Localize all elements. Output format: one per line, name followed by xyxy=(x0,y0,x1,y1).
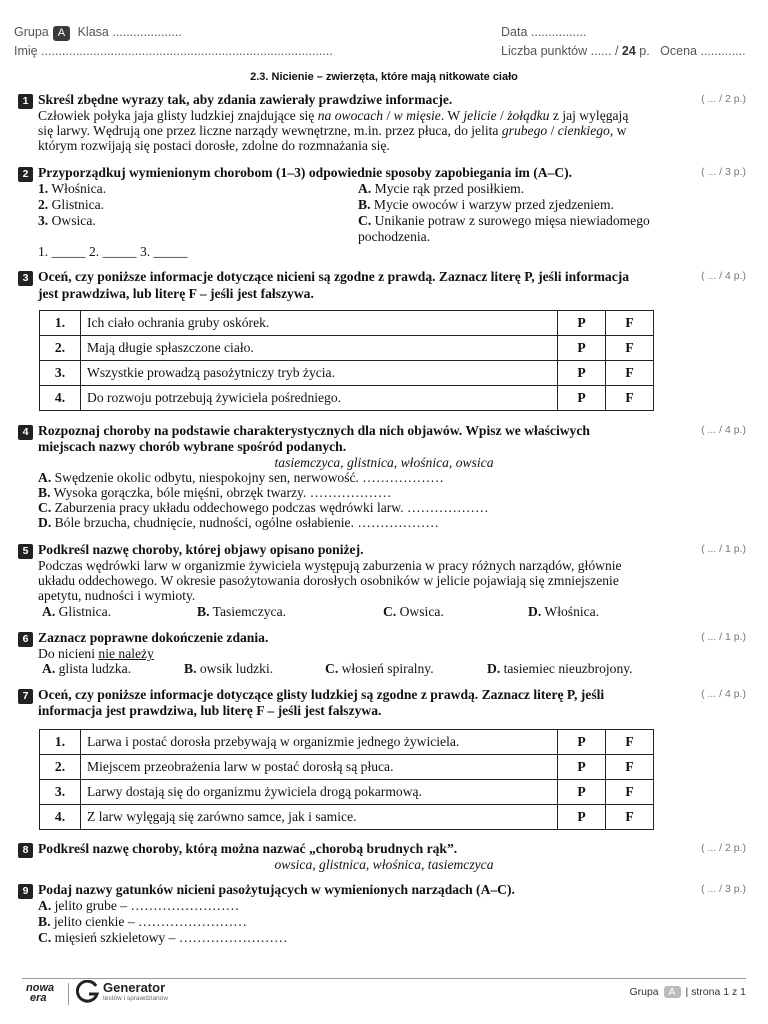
sentence-stem: Do nicieni nie należy xyxy=(38,646,154,661)
true-option[interactable]: P xyxy=(558,805,606,830)
table-row: 4. Z larw wylęgają się zarówno samce, jak i samice. P F xyxy=(40,805,654,830)
points-field: Liczba punktów ...... / 24 p. Ocena ............. xyxy=(501,44,746,58)
text-line: apetytu, nudności i wymioty. xyxy=(38,588,196,603)
symptom-item[interactable]: D. Bóle brzucha, chudnięcie, nudności, ogólne osłabienie. ……………… xyxy=(38,515,439,530)
question-number: 8 xyxy=(18,843,33,858)
true-false-table xyxy=(39,729,654,830)
nowa-era-logo: nowa era xyxy=(26,982,55,1004)
symptom-item[interactable]: C. Zaburzenia pracy układu oddechowego podczas wędrówki larw. ……………… xyxy=(38,500,489,515)
question-points: ( ... / 4 p.) xyxy=(701,424,746,436)
true-option[interactable]: P xyxy=(558,361,606,386)
true-option[interactable]: P xyxy=(558,386,606,411)
question-number: 5 xyxy=(18,544,33,559)
true-option[interactable]: P xyxy=(558,336,606,361)
question-text: Oceń, czy poniższe informacje dotyczące glisty ludzkiej są zgodne z prawdą. Zaznacz literę P, jeśli xyxy=(38,687,605,702)
question-number: 2 xyxy=(18,167,33,182)
false-option[interactable]: F xyxy=(606,730,654,755)
date-field: Data ................ xyxy=(501,25,587,39)
group-badge: A xyxy=(53,26,70,41)
prevention-item: A. Mycie rąk przed posiłkiem. xyxy=(358,181,525,196)
group-field: Grupa A Klasa .................... xyxy=(14,25,182,39)
false-option[interactable]: F xyxy=(606,311,654,336)
page-title: 2.3. Nicienie – zwierzęta, które mają nitkowate ciało xyxy=(250,71,518,83)
false-option[interactable]: F xyxy=(606,336,654,361)
answer-option[interactable]: B. Tasiemczyca. xyxy=(197,604,287,619)
question-number: 4 xyxy=(18,425,33,440)
true-false-table xyxy=(39,310,654,411)
word-bank: tasiemczyca, glistnica, włośnica, owsica xyxy=(274,455,494,470)
text-line: którym rozwijają się postaci dorosłe, zdolne do rozmnażania się. xyxy=(38,138,390,153)
answer-option[interactable]: D. Włośnica. xyxy=(528,604,600,619)
organ-item[interactable]: C. mięsień szkieletowy – …………………… xyxy=(38,930,288,945)
class-field: Klasa .................... xyxy=(77,25,182,39)
question-number: 1 xyxy=(18,94,33,109)
false-option[interactable]: F xyxy=(606,805,654,830)
disease-item: 1. Włośnica. xyxy=(38,181,107,196)
question-text: miejscach nazwy chorób wybrane spośród podanych. xyxy=(38,439,347,454)
question-text: informacja jest prawdziwa, lub literę F – jeśli jest fałszywa. xyxy=(38,703,382,718)
symptom-item[interactable]: A. Swędzenie okolic odbytu, niespokojny sen, nerwowość. ……………… xyxy=(38,470,444,485)
name-field: Imię .................................................................................... xyxy=(14,44,333,58)
table-row: 1. Ich ciało ochrania gruby oskórek. P F xyxy=(40,311,654,336)
table-row: 2. Miejscem przeobrażenia larw w postać dorosłą są płuca. P F xyxy=(40,755,654,780)
question-text: Przyporządkuj wymienionym chorobom (1–3) odpowiednie sposoby zapobiegania im (A–C). xyxy=(38,165,573,180)
text-line: Człowiek połyka jaja glisty ludzkiej znajdujące się na owocach / w mięsie. W jelicie / żołądku z jaj wylęgają xyxy=(38,108,629,123)
disease-item: 3. Owsica. xyxy=(38,213,96,228)
answer-option[interactable]: A. glista ludzka. xyxy=(42,661,132,676)
text-line: Podczas wędrówki larw w organizmie żywiciela występują zaburzenia w pracy różnych narządów, głównie xyxy=(38,558,622,573)
answer-option[interactable]: D. tasiemiec nieuzbrojony. xyxy=(487,661,633,676)
text-line: układu oddechowego. W okresie pasożytowania dorosłych osobników w jelicie pojawiają się zmniejszenie xyxy=(38,573,619,588)
answer-option[interactable]: C. włosień spiralny. xyxy=(325,661,434,676)
footer-group-badge: A xyxy=(664,986,681,998)
question-text: Podaj nazwy gatunków nicieni pasożytujących w wymienionych narządach (A–C). xyxy=(38,882,515,897)
table-row: 4. Do rozwoju potrzebują żywiciela pośredniego. P F xyxy=(40,386,654,411)
table-row: 3. Wszystkie prowadzą pasożytniczy tryb życia. P F xyxy=(40,361,654,386)
question-points: ( ... / 3 p.) xyxy=(701,166,746,178)
question-points: ( ... / 1 p.) xyxy=(701,631,746,643)
question-points: ( ... / 2 p.) xyxy=(701,93,746,105)
answer-option[interactable]: B. owsik ludzki. xyxy=(184,661,274,676)
footer-divider xyxy=(22,978,746,979)
question-number: 6 xyxy=(18,632,33,647)
question-points: ( ... / 3 p.) xyxy=(701,883,746,895)
question-number: 7 xyxy=(18,689,33,704)
question-text: Podkreśl nazwę choroby, której objawy opisano poniżej. xyxy=(38,542,364,557)
prevention-item-cont: pochodzenia. xyxy=(358,229,431,244)
footer-separator xyxy=(68,983,69,1005)
organ-item[interactable]: A. jelito grube – …………………… xyxy=(38,898,240,913)
question-points: ( ... / 1 p.) xyxy=(701,543,746,555)
true-option[interactable]: P xyxy=(558,730,606,755)
question-text: Zaznacz poprawne dokończenie zdania. xyxy=(38,630,269,645)
true-option[interactable]: P xyxy=(558,780,606,805)
false-option[interactable]: F xyxy=(606,780,654,805)
table-row: 1. Larwa i postać dorosła przebywają w organizmie jednego żywiciela. P F xyxy=(40,730,654,755)
symptom-item[interactable]: B. Wysoka gorączka, bóle mięśni, obrzęk twarzy. ……………… xyxy=(38,485,392,500)
question-number: 9 xyxy=(18,884,33,899)
text-line: się larwy. Wędrują one przez liczne narządy wewnętrzne, m.in. przez płuca, do jelita grubego / cienkiego, w xyxy=(38,123,627,138)
question-points: ( ... / 2 p.) xyxy=(701,842,746,854)
answer-option[interactable]: A. Glistnica. xyxy=(42,604,112,619)
false-option[interactable]: F xyxy=(606,386,654,411)
false-option[interactable]: F xyxy=(606,361,654,386)
question-text: Podkreśl nazwę choroby, którą można nazwać „chorobą brudnych rąk”. xyxy=(38,841,458,856)
question-points: ( ... / 4 p.) xyxy=(701,270,746,282)
question-text: jest prawdziwa, lub literę F – jeśli jest fałszywa. xyxy=(38,286,314,301)
word-bank[interactable]: owsica, glistnica, włośnica, tasiemczyca xyxy=(274,857,494,872)
disease-item: 2. Glistnica. xyxy=(38,197,105,212)
true-option[interactable]: P xyxy=(558,755,606,780)
footer-page-info: Grupa A | strona 1 z 1 xyxy=(629,986,746,998)
false-option[interactable]: F xyxy=(606,755,654,780)
prevention-item: B. Mycie owoców i warzyw przed zjedzeniem. xyxy=(358,197,614,212)
question-text: Rozpoznaj choroby na podstawie charakterystycznych dla nich objawów. Wpisz we właściwych xyxy=(38,423,590,438)
generator-icon xyxy=(76,980,100,1004)
prevention-item: C. Unikanie potraw z surowego mięsa niewiadomego xyxy=(358,213,650,228)
table-row: 3. Larwy dostają się do organizmu żywiciela drogą pokarmową. P F xyxy=(40,780,654,805)
grade-field: Ocena ............. xyxy=(660,44,746,58)
question-points: ( ... / 4 p.) xyxy=(701,688,746,700)
answer-option[interactable]: C. Owsica. xyxy=(383,604,444,619)
question-text: Oceń, czy poniższe informacje dotyczące nicieni są zgodne z prawdą. Zaznacz literę P, jeśli informacja xyxy=(38,269,630,284)
answer-line[interactable]: 1. _____ 2. _____ 3. _____ xyxy=(38,244,188,259)
question-number: 3 xyxy=(18,271,33,286)
true-option[interactable]: P xyxy=(558,311,606,336)
table-row: 2. Mają długie spłaszczone ciało. P F xyxy=(40,336,654,361)
question-text: Skreśl zbędne wyrazy tak, aby zdania zawierały prawdziwe informacje. xyxy=(38,92,453,107)
organ-item[interactable]: B. jelito cienkie – …………………… xyxy=(38,914,247,929)
